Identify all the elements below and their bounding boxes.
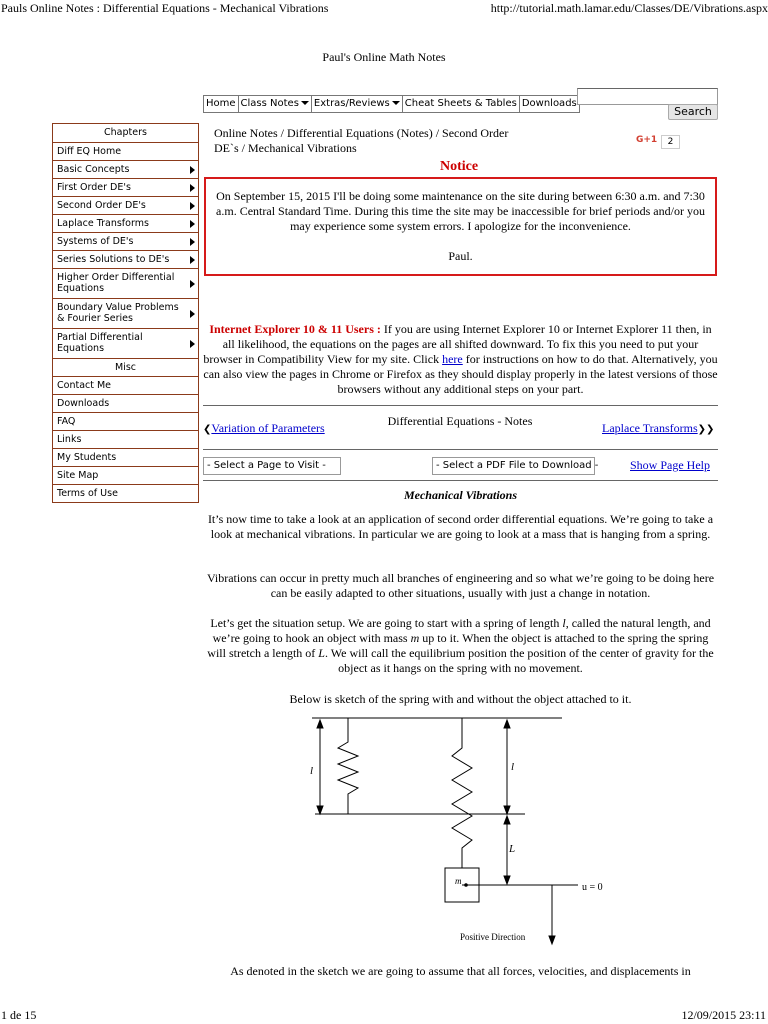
nav-downloads[interactable] <box>519 95 580 113</box>
sidebar-item-higher-order[interactable] <box>53 268 198 298</box>
paragraph-text: Let’s get the situation setup. We are going to start with a spring of length <box>210 616 563 630</box>
search-input[interactable] <box>577 88 718 105</box>
sidebar-item-label: Series Solutions to DE's <box>57 254 170 265</box>
sidebar-item-diff-eq-home[interactable] <box>53 142 198 160</box>
sidebar-item-my-students[interactable] <box>53 448 198 466</box>
chevron-right-icon <box>190 238 195 246</box>
prev-page-link[interactable] <box>203 421 325 436</box>
chevron-right-icon <box>190 310 195 318</box>
show-page-help-link[interactable]: Show Page Help <box>630 458 710 472</box>
sidebar-item-contact[interactable] <box>53 376 198 394</box>
paragraph: Vibrations can occur in pretty much all branches of engineering and so what we’re going to be doing here can be easily adapted to other situations, usually with just a change in notation. <box>206 571 715 600</box>
sidebar-item-bvp[interactable] <box>53 298 198 328</box>
sidebar-item-label: My Students <box>57 452 117 463</box>
nav-cheat-sheets[interactable] <box>402 95 519 113</box>
sidebar-item-terms[interactable] <box>53 484 198 502</box>
nav-downloads-label: Downloads <box>521 98 577 109</box>
sidebar-item-site-map[interactable] <box>53 466 198 484</box>
notice-body: On September 15, 2015 I'll be doing some maintenance on the site during between 6:30 a.m. and 7:30 a.m. Central Standard Time. During this time the site may be inaccessible for brief periods and/or you may experience some system errors. I apologize for the inconvenience. <box>216 189 705 233</box>
sidebar-item-label: Systems of DE's <box>57 236 134 247</box>
divider <box>203 480 718 481</box>
notice-signature: Paul. <box>448 249 473 263</box>
spring-unloaded <box>338 718 358 814</box>
paragraph-text: , called the natural length, and we’re going to hook an object with mass <box>212 616 711 645</box>
site-title: Paul's Online Math Notes <box>322 50 446 64</box>
sidebar-item-label: Partial Differential Equations <box>57 332 143 354</box>
arrow-down-icon <box>549 936 555 944</box>
print-footer-date: 12/09/2015 23:11 <box>681 1008 766 1022</box>
sidebar-item-first-order[interactable] <box>53 178 198 196</box>
sidebar-item-label: Second Order DE's <box>57 200 146 211</box>
chevron-right-icon <box>190 220 195 228</box>
arrow-up-icon <box>317 720 323 728</box>
nav-extras-label: Extras/Reviews <box>313 98 390 109</box>
ie-note <box>203 322 718 397</box>
nav-class-notes[interactable] <box>238 95 311 113</box>
chevron-right-icon <box>190 256 195 264</box>
chevron-right-icon <box>190 280 195 288</box>
paragraph: Below is sketch of the spring with and without the object attached to it. <box>289 692 632 706</box>
sidebar-item-second-order[interactable] <box>53 196 198 214</box>
chevron-right-icon <box>190 340 195 348</box>
math-var: L <box>318 646 325 660</box>
sidebar-misc-header: Misc <box>53 358 198 376</box>
ie-note-text: If you are using Internet Explorer 10 or Internet Explorer 11 then, in all likelihood, the equations on the pages are all shifted downward. To fix this you need to put your browser in Compatibility View for my site. Click <box>203 322 712 366</box>
chevron-down-icon <box>301 101 309 105</box>
sidebar-item-label: Contact Me <box>57 380 112 391</box>
search-button[interactable]: Search <box>668 104 718 120</box>
arrow-down-icon <box>504 876 510 884</box>
next-page-link[interactable] <box>602 421 714 436</box>
label-u: u = 0 <box>582 882 603 893</box>
sidebar-item-label: FAQ <box>57 416 76 427</box>
gplus-button[interactable]: G+1 <box>636 135 658 145</box>
ie-note-text-2: for instructions on how to do that. Alternatively, you can also view the pages in Chrome or Firefox as they should display properly in the latest versions of those browsers without any additional steps on your part. <box>203 352 718 396</box>
spring-diagram <box>300 712 620 952</box>
paragraph <box>203 616 718 676</box>
nav-home-label: Home <box>206 98 236 109</box>
print-footer-page: 1 de 15 <box>1 1008 37 1022</box>
sidebar-item-systems[interactable] <box>53 232 198 250</box>
nav-extras[interactable] <box>311 95 402 113</box>
divider <box>203 405 718 406</box>
top-nav <box>203 95 580 113</box>
sidebar-item-pde[interactable] <box>53 328 198 358</box>
sidebar-item-label: Higher Order Differential Equations <box>57 272 175 294</box>
nav-cheat-sheets-label: Cheat Sheets & Tables <box>404 98 517 109</box>
paragraph-text: up to it. When the object is attached to the spring the spring will stretch a length of <box>207 631 709 660</box>
sidebar-item-series-solutions[interactable] <box>53 250 198 268</box>
sidebar-item-label: First Order DE's <box>57 182 131 193</box>
prev-page-label: Variation of Parameters <box>211 421 325 435</box>
chevron-right-icon: ❯❯ <box>697 424 715 435</box>
sidebar-item-label: Diff EQ Home <box>57 146 122 157</box>
center-of-gravity-dot <box>464 883 468 887</box>
section-title: Mechanical Vibrations <box>403 488 518 502</box>
arrow-up-icon <box>504 816 510 824</box>
math-var: l <box>562 616 566 630</box>
chevron-right-icon <box>190 184 195 192</box>
notes-home-label: Differential Equations - Notes <box>387 414 533 428</box>
label-l-right: l <box>511 761 515 773</box>
divider <box>203 449 718 450</box>
label-positive-direction: Positive Direction <box>460 932 526 942</box>
paragraph: It’s now time to take a look at an application of second order differential equations. We’re going to take a look at mechanical vibrations. In particular we are going to look at a mass that is hanging from a spring. <box>207 512 714 541</box>
paragraph: As denoted in the sketch we are going to assume that all forces, velocities, and displacements in <box>230 964 691 978</box>
chevron-right-icon <box>190 202 195 210</box>
sidebar-item-label: Boundary Value Problems & Fourier Series <box>57 302 179 324</box>
pdf-select[interactable]: - Select a PDF File to Download - <box>432 457 595 475</box>
nav-class-notes-label: Class Notes <box>240 98 299 109</box>
sidebar-item-links[interactable] <box>53 430 198 448</box>
chevron-down-icon <box>392 101 400 105</box>
gplus-count: 2 <box>661 135 680 149</box>
sidebar-item-label: Links <box>57 434 82 445</box>
notice-box <box>204 177 717 276</box>
sidebar-item-label: Downloads <box>57 398 110 409</box>
label-L: L <box>509 843 516 855</box>
page-select[interactable]: - Select a Page to Visit - <box>203 457 341 475</box>
math-var: m <box>410 631 420 645</box>
arrow-down-icon <box>504 806 510 814</box>
sidebar-chapters-header: Chapters <box>104 127 147 138</box>
sidebar-item-label: Terms of Use <box>57 488 118 499</box>
sidebar-item-laplace[interactable] <box>53 214 198 232</box>
sidebar-item-label: Laplace Transforms <box>57 218 149 229</box>
breadcrumb: Online Notes / Differential Equations (Notes) / Second Order DE`s / Mechanical Vibrations <box>214 126 509 155</box>
notice-title: Notice <box>439 159 479 174</box>
label-l-left: l <box>310 765 314 777</box>
sidebar-item-label: Site Map <box>57 470 99 481</box>
chevron-left-icon: ❮ <box>203 424 212 435</box>
paragraph-text: . We will call the equilibrium position the position of the center of gravity for the object as it hangs on the spring with no movement. <box>324 646 714 675</box>
label-m: m <box>455 876 462 886</box>
print-header-title: Pauls Online Notes : Differential Equations - Mechanical Vibrations <box>1 1 329 15</box>
spring-loaded <box>452 718 472 868</box>
nav-home[interactable] <box>203 95 238 113</box>
ie-note-lead: Internet Explorer 10 & 11 Users : <box>209 322 381 336</box>
sidebar-item-downloads[interactable] <box>53 394 198 412</box>
sidebar-item-label: Basic Concepts <box>57 164 130 175</box>
ie-help-link[interactable]: here <box>442 352 463 366</box>
arrow-up-icon <box>504 720 510 728</box>
sidebar <box>52 123 199 503</box>
arrow-down-icon <box>317 806 323 814</box>
sidebar-item-faq[interactable] <box>53 412 198 430</box>
print-header-url: http://tutorial.math.lamar.edu/Classes/DE/Vibrations.aspx <box>490 1 768 15</box>
next-page-label: Laplace Transforms <box>602 421 698 435</box>
